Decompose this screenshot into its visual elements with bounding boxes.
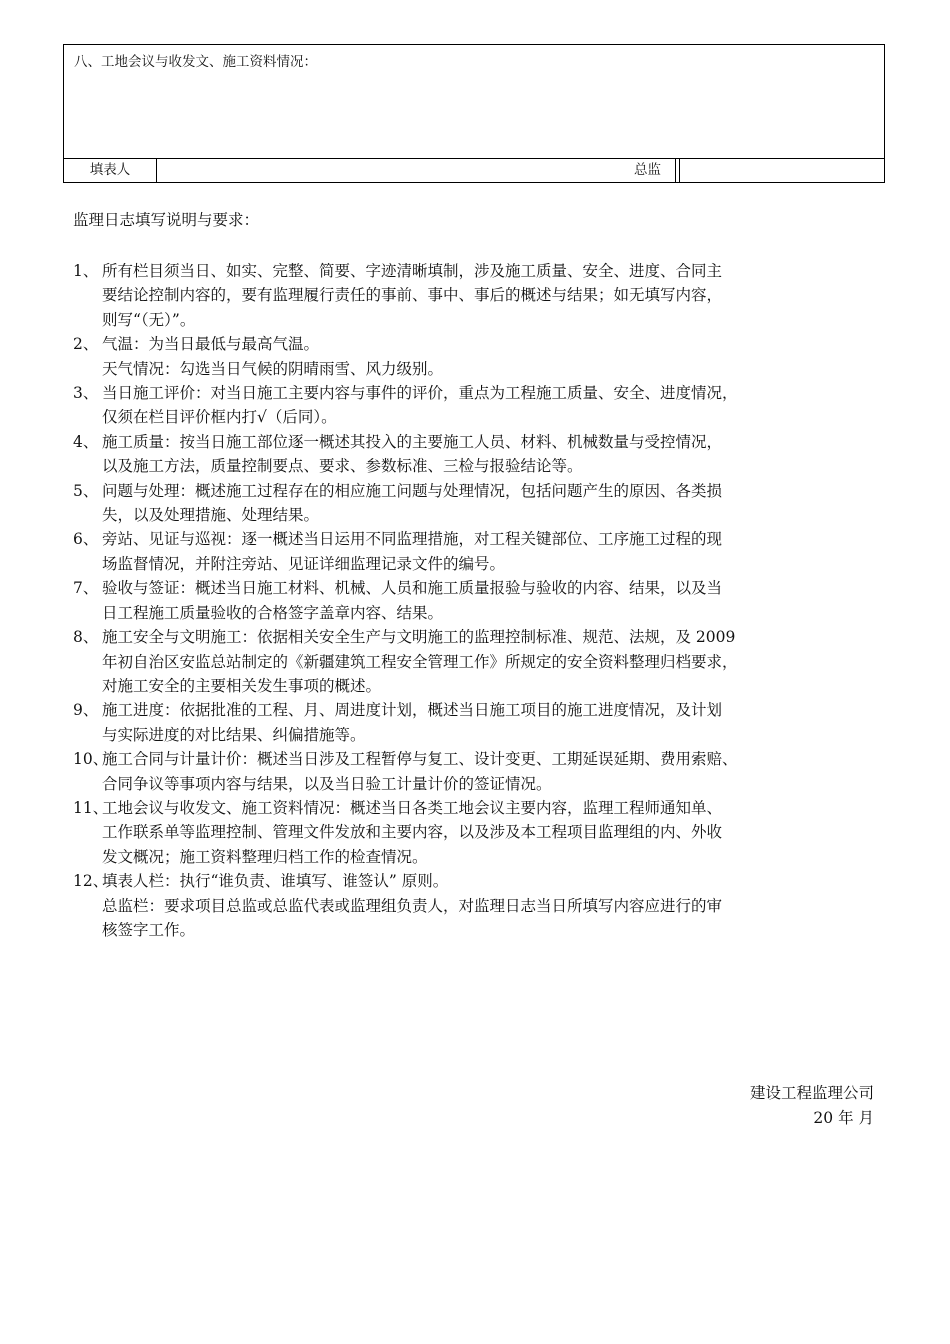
item-number: 2、 [73,335,99,354]
chief-label: 总监 [620,159,676,182]
item-12-continuation: 总监栏：要求项目总监或总监代表或监理组负责人，对监理日志当日所填写内容应进行的审 核签字工作。 [102,896,723,939]
list-item [73,576,891,625]
item-number: 4、 [73,432,99,451]
list-item [73,869,891,893]
item-text: 施工质量：按当日施工部位逐一概述其投入的主要施工人员、材料、机械数量与受控情况， 以及施工方法，质量控制要点、要求、参数标准、三检与报验结论等。 [102,432,723,476]
item-text: 施工安全与文明施工：依据相关安全生产与文明施工的监理控制标准、规范、法规，及 2009 年初自治区安监总站制定的《新疆建筑工程安全管理工作》所规定的安全资料整理归档要求， 对施工安全的主要相关发生事项的概述。 [102,628,738,695]
item-text: 施工进度：依据批准的工程、月、周进度计划，概述当日施工项目的施工进度情况，及计划 与实际进度的对比结果、纠偏措施等。 [102,701,723,744]
signature-row [64,159,884,182]
item-number: 6、 [73,530,99,549]
section8-label: 八、工地会议与收发文、施工资料情况： [74,54,317,70]
item-text: 验收与签证：概述当日施工材料、机械、人员和施工质量报验与验收的内容、结果，以及当 日工程施工质量验收的合格签字盖章内容、结果。 [102,579,723,622]
list-item [73,479,891,528]
item-number: 8、 [73,628,99,647]
list-item [73,796,891,869]
item-number: 11、 [73,798,109,817]
item-number: 7、 [73,579,99,598]
item-number: 5、 [73,481,99,500]
company-name: 建设工程监理公司 [749,1084,874,1102]
item-text: 所有栏目须当日、如实、完整、简要、字迹清晰填制，涉及施工质量、安全、进度、合同主 要结论控制内容的，要有监理履行责任的事前、事中、事后的概述与结果；如无填写内容， 则写“（无）”。 [102,262,723,329]
list-item [73,259,891,332]
item-number: 3、 [73,384,99,403]
instructions-title: 监理日志填写说明与要求： [73,211,260,229]
list-item [73,527,891,576]
item-number: 1、 [73,262,99,280]
filler-field[interactable] [157,159,680,182]
list-item [73,381,891,430]
list-item [73,332,891,356]
sign-date: 20 年 月 [813,1109,874,1127]
list-item [73,625,891,698]
instructions-list [73,259,891,942]
section8-cell [64,45,884,159]
item-text: 施工合同与计量计价：概述当日涉及工程暂停与复工、设计变更、工期延误延期、费用索赔、 合同争议等事项内容与结果，以及当日验工计量计价的签证情况。 [102,750,738,793]
list-item [73,430,891,479]
list-item [73,747,891,796]
chief-field[interactable] [676,159,884,182]
item-number: 9、 [73,701,99,720]
list-item [73,698,891,747]
item-text: 填表人栏：执行“谁负责、谁填写、谁签认” 原则。 [102,872,449,891]
item-text: 旁站、见证与巡视：逐一概述当日运用不同监理措施，对工程关键部位、工序施工过程的现 场监督情况，并附注旁站、见证详细监理记录文件的编号。 [102,530,723,573]
signature-block [750,1081,874,1131]
filler-label: 填表人 [64,159,157,182]
item-text: 问题与处理：概述施工过程存在的相应施工问题与处理情况，包括问题产生的原因、各类损 失，以及处理措施、处理结果。 [102,481,723,525]
item-2-continuation: 天气情况：勾选当日气候的阴晴雨雪、风力级别。 [102,359,444,378]
item-text: 气温：为当日最低与最高气温。 [102,335,320,354]
item-number: 12、 [73,872,109,891]
item-text: 当日施工评价：对当日施工主要内容与事件的评价，重点为工程施工质量、安全、进度情况， 仅须在栏目评价框内打√（后同）。 [102,384,738,427]
item-text: 工地会议与收发文、施工资料情况：概述当日各类工地会议主要内容，监理工程师通知单、 工作联系单等监理控制、管理文件发放和主要内容，以及涉及本工程项目监理组的内、外收 发文概况；施工资料整理归档工作的检查情况。 [102,798,723,866]
item-number: 10、 [73,750,109,769]
log-form-table [63,44,885,183]
